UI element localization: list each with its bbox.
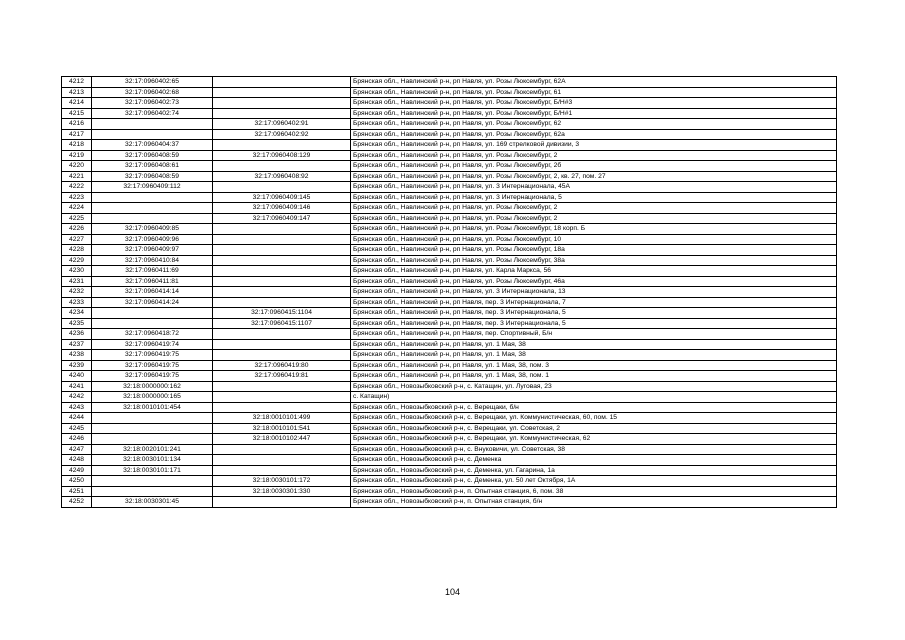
related-cadastral-number-cell: 32:18:0030301:330 <box>213 486 351 497</box>
table-row <box>62 213 837 224</box>
related-cadastral-number-cell <box>213 465 351 476</box>
row-number-cell: 4232 <box>62 287 92 298</box>
cadastral-number-cell: 32:17:0960409:96 <box>92 234 213 245</box>
address-cell: Брянская обл., Навлинский р-н, рп Навля, пер. 3 Интернационала, 5 <box>351 308 837 319</box>
table-row <box>62 98 837 109</box>
related-cadastral-number-cell <box>213 276 351 287</box>
row-number-cell: 4252 <box>62 497 92 508</box>
cadastral-number-cell: 32:18:0030101:171 <box>92 465 213 476</box>
table-row <box>62 318 837 329</box>
row-number-cell: 4222 <box>62 182 92 193</box>
registry-table <box>61 76 837 508</box>
related-cadastral-number-cell <box>213 350 351 361</box>
cadastral-number-cell <box>92 318 213 329</box>
table-row <box>62 360 837 371</box>
table-row <box>62 87 837 98</box>
table-row <box>62 276 837 287</box>
row-number-cell: 4226 <box>62 224 92 235</box>
address-cell: Брянская обл., Навлинский р-н, рп Навля, ул. 1 Мая, 38, пом. 3 <box>351 360 837 371</box>
address-cell: с. Катащин) <box>351 392 837 403</box>
table-row <box>62 329 837 340</box>
related-cadastral-number-cell: 32:17:0960419:80 <box>213 360 351 371</box>
table-row <box>62 234 837 245</box>
address-cell: Брянская обл., Новозыбковский р-н, с. Верещаки, ул. Коммунистическая, 62 <box>351 434 837 445</box>
related-cadastral-number-cell <box>213 455 351 466</box>
address-cell: Брянская обл., Навлинский р-н, рп Навля, ул. Карла Маркса, 56 <box>351 266 837 277</box>
cadastral-number-cell <box>92 308 213 319</box>
cadastral-number-cell <box>92 486 213 497</box>
table-row <box>62 245 837 256</box>
table-row <box>62 129 837 140</box>
table-row <box>62 497 837 508</box>
address-cell: Брянская обл., Навлинский р-н, рп Навля, ул. Розы Люксембург, 2 <box>351 213 837 224</box>
address-cell: Брянская обл., Навлинский р-н, рп Навля, ул. 3 Интернационала, 45А <box>351 182 837 193</box>
address-cell: Брянская обл., Навлинский р-н, рп Навля, пер. 3 Интернационала, 7 <box>351 297 837 308</box>
cadastral-number-cell: 32:17:0960408:61 <box>92 161 213 172</box>
table-row <box>62 350 837 361</box>
table-row <box>62 192 837 203</box>
related-cadastral-number-cell <box>213 224 351 235</box>
row-number-cell: 4244 <box>62 413 92 424</box>
address-cell: Брянская обл., Навлинский р-н, рп Навля, ул. Розы Люксембург, 62А <box>351 77 837 88</box>
related-cadastral-number-cell <box>213 98 351 109</box>
address-cell: Брянская обл., Навлинский р-н, рп Навля, ул. Розы Люксембург, 2, кв. 27, пом. 27 <box>351 171 837 182</box>
cadastral-number-cell: 32:17:0960409:112 <box>92 182 213 193</box>
cadastral-number-cell: 32:18:0010101:454 <box>92 402 213 413</box>
related-cadastral-number-cell: 32:17:0960409:147 <box>213 213 351 224</box>
row-number-cell: 4221 <box>62 171 92 182</box>
cadastral-number-cell: 32:17:0960419:74 <box>92 339 213 350</box>
address-cell: Брянская обл., Навлинский р-н, рп Навля, ул. 169 стрелковой дивизии, 3 <box>351 140 837 151</box>
row-number-cell: 4250 <box>62 476 92 487</box>
related-cadastral-number-cell <box>213 381 351 392</box>
cadastral-number-cell: 32:17:0960402:74 <box>92 108 213 119</box>
address-cell: Брянская обл., Навлинский р-н, рп Навля, ул. Розы Люксембург, 38а <box>351 255 837 266</box>
related-cadastral-number-cell: 32:17:0960409:145 <box>213 192 351 203</box>
cadastral-number-cell: 32:17:0960402:73 <box>92 98 213 109</box>
cadastral-number-cell: 32:17:0960404:37 <box>92 140 213 151</box>
table-row <box>62 476 837 487</box>
table-row <box>62 266 837 277</box>
row-number-cell: 4245 <box>62 423 92 434</box>
address-cell: Брянская обл., Новозыбковский р-н, п. Опытная станция, б/н <box>351 497 837 508</box>
row-number-cell: 4212 <box>62 77 92 88</box>
related-cadastral-number-cell <box>213 108 351 119</box>
row-number-cell: 4231 <box>62 276 92 287</box>
cadastral-number-cell: 32:17:0960409:97 <box>92 245 213 256</box>
address-cell: Брянская обл., Новозыбковский р-н, п. Опытная станция, 6, пом. 38 <box>351 486 837 497</box>
table-row <box>62 203 837 214</box>
table-row <box>62 108 837 119</box>
row-number-cell: 4219 <box>62 150 92 161</box>
address-cell: Брянская обл., Навлинский р-н, рп Навля, ул. Розы Люксембург, 46а <box>351 276 837 287</box>
cadastral-number-cell <box>92 413 213 424</box>
table-row <box>62 455 837 466</box>
row-number-cell: 4224 <box>62 203 92 214</box>
row-number-cell: 4238 <box>62 350 92 361</box>
cadastral-number-cell: 32:18:0000000:162 <box>92 381 213 392</box>
cadastral-number-cell <box>92 203 213 214</box>
address-cell: Брянская обл., Навлинский р-н, рп Навля, ул. Розы Люксембург, 2 <box>351 150 837 161</box>
cadastral-number-cell <box>92 423 213 434</box>
row-number-cell: 4223 <box>62 192 92 203</box>
row-number-cell: 4243 <box>62 402 92 413</box>
row-number-cell: 4218 <box>62 140 92 151</box>
related-cadastral-number-cell: 32:18:0030101:172 <box>213 476 351 487</box>
row-number-cell: 4235 <box>62 318 92 329</box>
table-row <box>62 413 837 424</box>
cadastral-number-cell: 32:17:0960402:68 <box>92 87 213 98</box>
table-row <box>62 444 837 455</box>
row-number-cell: 4240 <box>62 371 92 382</box>
row-number-cell: 4239 <box>62 360 92 371</box>
related-cadastral-number-cell <box>213 87 351 98</box>
related-cadastral-number-cell <box>213 392 351 403</box>
row-number-cell: 4227 <box>62 234 92 245</box>
related-cadastral-number-cell: 32:17:0960419:81 <box>213 371 351 382</box>
related-cadastral-number-cell: 32:17:0960409:146 <box>213 203 351 214</box>
cadastral-number-cell <box>92 119 213 130</box>
related-cadastral-number-cell <box>213 287 351 298</box>
cadastral-number-cell: 32:17:0960414:14 <box>92 287 213 298</box>
row-number-cell: 4215 <box>62 108 92 119</box>
table-row <box>62 339 837 350</box>
related-cadastral-number-cell: 32:17:0960408:92 <box>213 171 351 182</box>
table-row <box>62 392 837 403</box>
row-number-cell: 4213 <box>62 87 92 98</box>
cadastral-number-cell: 32:17:0960411:69 <box>92 266 213 277</box>
table-row <box>62 434 837 445</box>
related-cadastral-number-cell <box>213 444 351 455</box>
related-cadastral-number-cell <box>213 77 351 88</box>
related-cadastral-number-cell: 32:18:0010102:447 <box>213 434 351 445</box>
address-cell: Брянская обл., Навлинский р-н, рп Навля, ул. Розы Люксембург, 2б <box>351 161 837 172</box>
related-cadastral-number-cell <box>213 297 351 308</box>
table-row <box>62 150 837 161</box>
table-row <box>62 224 837 235</box>
address-cell: Брянская обл., Навлинский р-н, рп Навля, ул. Розы Люксембург, 62а <box>351 129 837 140</box>
table-row <box>62 255 837 266</box>
cadastral-number-cell: 32:17:0960402:65 <box>92 77 213 88</box>
row-number-cell: 4229 <box>62 255 92 266</box>
row-number-cell: 4214 <box>62 98 92 109</box>
address-cell: Брянская обл., Навлинский р-н, рп Навля, ул. Розы Люксембург, 10 <box>351 234 837 245</box>
address-cell: Брянская обл., Навлинский р-н, рп Навля, ул. 3 Интернационала, 5 <box>351 192 837 203</box>
related-cadastral-number-cell <box>213 161 351 172</box>
cadastral-number-cell <box>92 476 213 487</box>
cadastral-number-cell: 32:17:0960408:59 <box>92 150 213 161</box>
address-cell: Брянская обл., Новозыбковский р-н, с. Деменка <box>351 455 837 466</box>
address-cell: Брянская обл., Навлинский р-н, рп Навля, ул. Розы Люксембург, Б/Н#3 <box>351 98 837 109</box>
related-cadastral-number-cell <box>213 245 351 256</box>
row-number-cell: 4248 <box>62 455 92 466</box>
address-cell: Брянская обл., Новозыбковский р-н, с. Катащин, ул. Луговая, 23 <box>351 381 837 392</box>
table-row <box>62 171 837 182</box>
cadastral-number-cell: 32:17:0960411:81 <box>92 276 213 287</box>
address-cell: Брянская обл., Новозыбковский р-н, с. Верещаки, ул. Советская, 2 <box>351 423 837 434</box>
page-number: 104 <box>444 587 461 597</box>
cadastral-number-cell <box>92 192 213 203</box>
related-cadastral-number-cell: 32:17:0960402:91 <box>213 119 351 130</box>
address-cell: Брянская обл., Навлинский р-н, рп Навля, пер. Спортивный, Б/н <box>351 329 837 340</box>
cadastral-number-cell: 32:18:0020101:241 <box>92 444 213 455</box>
related-cadastral-number-cell: 32:17:0960415:1107 <box>213 318 351 329</box>
row-number-cell: 4247 <box>62 444 92 455</box>
cadastral-number-cell: 32:18:0030301:45 <box>92 497 213 508</box>
row-number-cell: 4228 <box>62 245 92 256</box>
address-cell: Брянская обл., Навлинский р-н, рп Навля, ул. Розы Люксембург, 18а <box>351 245 837 256</box>
address-cell: Брянская обл., Навлинский р-н, рп Навля, пер. 3 Интернационала, 5 <box>351 318 837 329</box>
row-number-cell: 4242 <box>62 392 92 403</box>
cadastral-number-cell: 32:17:0960418:72 <box>92 329 213 340</box>
related-cadastral-number-cell <box>213 497 351 508</box>
related-cadastral-number-cell <box>213 329 351 340</box>
table-row <box>62 381 837 392</box>
table-row <box>62 287 837 298</box>
table-row <box>62 308 837 319</box>
table-row <box>62 423 837 434</box>
cadastral-number-cell: 32:17:0960410:84 <box>92 255 213 266</box>
row-number-cell: 4233 <box>62 297 92 308</box>
related-cadastral-number-cell <box>213 339 351 350</box>
cadastral-number-cell: 32:17:0960409:85 <box>92 224 213 235</box>
address-cell: Брянская обл., Новозыбковский р-н, с. Внуковичи, ул. Советская, 38 <box>351 444 837 455</box>
table-row <box>62 161 837 172</box>
row-number-cell: 4236 <box>62 329 92 340</box>
address-cell: Брянская обл., Навлинский р-н, рп Навля, ул. 1 Мая, 38 <box>351 350 837 361</box>
cadastral-number-cell: 32:17:0960419:75 <box>92 371 213 382</box>
related-cadastral-number-cell: 32:18:0010101:499 <box>213 413 351 424</box>
row-number-cell: 4217 <box>62 129 92 140</box>
row-number-cell: 4249 <box>62 465 92 476</box>
address-cell: Брянская обл., Новозыбковский р-н, с. Верещаки, ул. Коммунистическая, 60, пом. 15 <box>351 413 837 424</box>
address-cell: Брянская обл., Навлинский р-н, рп Навля, ул. Розы Люксембург, 18 корп. Б <box>351 224 837 235</box>
table-row <box>62 140 837 151</box>
cadastral-number-cell: 32:18:0000000:165 <box>92 392 213 403</box>
address-cell: Брянская обл., Навлинский р-н, рп Навля, ул. 1 Мая, 38 <box>351 339 837 350</box>
address-cell: Брянская обл., Навлинский р-н, рп Навля, ул. Розы Люксембург, 61 <box>351 87 837 98</box>
row-number-cell: 4237 <box>62 339 92 350</box>
address-cell: Брянская обл., Навлинский р-н, рп Навля, ул. Розы Люксембург, Б/Н#1 <box>351 108 837 119</box>
related-cadastral-number-cell <box>213 140 351 151</box>
address-cell: Брянская обл., Навлинский р-н, рп Навля, ул. 1 Мая, 38, пом. 1 <box>351 371 837 382</box>
row-number-cell: 4220 <box>62 161 92 172</box>
row-number-cell: 4246 <box>62 434 92 445</box>
related-cadastral-number-cell <box>213 402 351 413</box>
table-row <box>62 402 837 413</box>
related-cadastral-number-cell: 32:18:0010101:541 <box>213 423 351 434</box>
row-number-cell: 4216 <box>62 119 92 130</box>
address-cell: Брянская обл., Навлинский р-н, рп Навля, ул. 3 Интернационала, 13 <box>351 287 837 298</box>
address-cell: Брянская обл., Новозыбковский р-н, с. Верещаки, б/н <box>351 402 837 413</box>
cadastral-number-cell: 32:17:0960419:75 <box>92 350 213 361</box>
cadastral-number-cell <box>92 129 213 140</box>
table-row <box>62 119 837 130</box>
cadastral-number-cell: 32:18:0030101:134 <box>92 455 213 466</box>
table-row <box>62 486 837 497</box>
related-cadastral-number-cell: 32:17:0960415:1104 <box>213 308 351 319</box>
address-cell: Брянская обл., Навлинский р-н, рп Навля, ул. Розы Люксембург, 2 <box>351 203 837 214</box>
related-cadastral-number-cell <box>213 255 351 266</box>
table-row <box>62 182 837 193</box>
cadastral-number-cell: 32:17:0960419:75 <box>92 360 213 371</box>
row-number-cell: 4234 <box>62 308 92 319</box>
related-cadastral-number-cell: 32:17:0960408:129 <box>213 150 351 161</box>
row-number-cell: 4241 <box>62 381 92 392</box>
address-cell: Брянская обл., Навлинский р-н, рп Навля, ул. Розы Люксембург, 62 <box>351 119 837 130</box>
related-cadastral-number-cell <box>213 182 351 193</box>
row-number-cell: 4230 <box>62 266 92 277</box>
cadastral-number-cell <box>92 213 213 224</box>
table-row <box>62 371 837 382</box>
table-row <box>62 297 837 308</box>
cadastral-number-cell <box>92 434 213 445</box>
row-number-cell: 4251 <box>62 486 92 497</box>
cadastral-number-cell: 32:17:0960408:59 <box>92 171 213 182</box>
related-cadastral-number-cell: 32:17:0960402:92 <box>213 129 351 140</box>
row-number-cell: 4225 <box>62 213 92 224</box>
registry-table-body <box>62 77 837 508</box>
cadastral-number-cell: 32:17:0960414:24 <box>92 297 213 308</box>
table-row <box>62 77 837 88</box>
related-cadastral-number-cell <box>213 234 351 245</box>
address-cell: Брянская обл., Новозыбковский р-н, с. Деменка, ул. Гагарина, 1а <box>351 465 837 476</box>
related-cadastral-number-cell <box>213 266 351 277</box>
table-row <box>62 465 837 476</box>
address-cell: Брянская обл., Новозыбковский р-н, с. Деменка, ул. 50 лет Октября, 1А <box>351 476 837 487</box>
